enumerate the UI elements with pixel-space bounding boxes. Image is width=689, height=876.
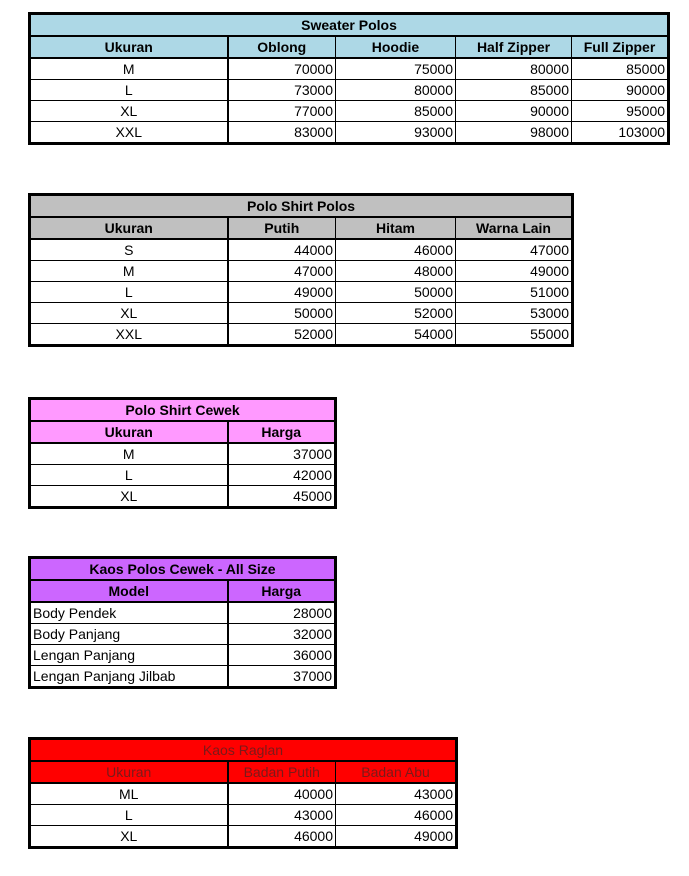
size-cell: XL [30,101,228,122]
size-cell: S [30,239,228,261]
column-header: Badan Putih [228,761,336,783]
price-cell: 43000 [336,783,457,805]
column-header: Warna Lain [456,217,573,239]
model-cell: Body Pendek [30,602,228,624]
size-cell: M [30,261,228,282]
price-cell: 37000 [228,666,336,688]
column-header: Harga [228,421,336,443]
sweater-polos-table [28,12,670,145]
price-cell: 85000 [572,58,669,80]
price-cell: 46000 [336,805,457,826]
table-title: Kaos Polos Cewek - All Size [30,558,336,581]
table-title: Polo Shirt Cewek [30,399,336,422]
table-title: Polo Shirt Polos [30,195,573,218]
column-header: Hitam [336,217,456,239]
price-cell: 85000 [456,80,572,101]
model-cell: Body Panjang [30,624,228,645]
price-cell: 90000 [456,101,572,122]
kaos-polos-cewek-table [28,556,337,689]
price-cell: 80000 [456,58,572,80]
price-cell: 48000 [336,261,456,282]
price-cell: 32000 [228,624,336,645]
table-row [30,303,573,324]
price-cell: 95000 [572,101,669,122]
size-cell: XL [30,303,228,324]
price-cell: 37000 [228,443,336,465]
column-header: Model [30,580,228,602]
column-header: Putih [228,217,336,239]
price-cell: 54000 [336,324,456,346]
price-cell: 42000 [228,465,336,486]
table-row [30,58,669,80]
column-header: Half Zipper [456,36,572,58]
table-row [30,666,336,688]
price-cell: 47000 [228,261,336,282]
size-cell: L [30,465,228,486]
column-header: Ukuran [30,36,228,58]
table-row [30,101,669,122]
table-row [30,645,336,666]
column-header: Ukuran [30,761,228,783]
price-cell: 85000 [336,101,456,122]
table-row [30,826,457,848]
price-cell: 50000 [228,303,336,324]
model-cell: Lengan Panjang Jilbab [30,666,228,688]
kaos-raglan-table [28,737,458,849]
table-row [30,602,336,624]
price-cell: 49000 [336,826,457,848]
table-row [30,486,336,508]
size-cell: L [30,282,228,303]
price-cell: 70000 [228,58,336,80]
polo-shirt-polos-table [28,193,574,347]
price-cell: 47000 [456,239,573,261]
price-cell: 80000 [336,80,456,101]
size-cell: XXL [30,324,228,346]
table-row [30,805,457,826]
price-cell: 49000 [228,282,336,303]
size-cell: XL [30,486,228,508]
price-cell: 50000 [336,282,456,303]
table-row [30,465,336,486]
table-title: Kaos Raglan [30,739,457,762]
size-cell: L [30,805,228,826]
table-row [30,783,457,805]
column-header: Badan Abu [336,761,457,783]
price-cell: 77000 [228,101,336,122]
price-cell: 36000 [228,645,336,666]
size-cell: L [30,80,228,101]
price-cell: 53000 [456,303,573,324]
size-cell: M [30,58,228,80]
price-cell: 46000 [336,239,456,261]
price-cell: 28000 [228,602,336,624]
price-cell: 49000 [456,261,573,282]
price-cell: 46000 [228,826,336,848]
column-header: Full Zipper [572,36,669,58]
price-cell: 75000 [336,58,456,80]
size-cell: ML [30,783,228,805]
model-cell: Lengan Panjang [30,645,228,666]
table-row [30,261,573,282]
price-cell: 51000 [456,282,573,303]
table-row [30,324,573,346]
column-header: Harga [228,580,336,602]
table-row [30,624,336,645]
table-row [30,443,336,465]
price-cell: 83000 [228,122,336,144]
price-cell: 98000 [456,122,572,144]
column-header: Oblong [228,36,336,58]
size-cell: M [30,443,228,465]
column-header: Ukuran [30,421,228,443]
column-header: Hoodie [336,36,456,58]
table-row [30,239,573,261]
price-cell: 52000 [228,324,336,346]
price-cell: 44000 [228,239,336,261]
price-cell: 43000 [228,805,336,826]
size-cell: XL [30,826,228,848]
polo-shirt-cewek-table [28,397,337,509]
price-cell: 55000 [456,324,573,346]
table-row [30,80,669,101]
price-cell: 52000 [336,303,456,324]
price-cell: 40000 [228,783,336,805]
price-cell: 45000 [228,486,336,508]
price-cell: 90000 [572,80,669,101]
table-row [30,122,669,144]
table-row [30,282,573,303]
price-cell: 103000 [572,122,669,144]
column-header: Ukuran [30,217,228,239]
table-title: Sweater Polos [30,14,669,37]
price-cell: 73000 [228,80,336,101]
size-cell: XXL [30,122,228,144]
price-cell: 93000 [336,122,456,144]
